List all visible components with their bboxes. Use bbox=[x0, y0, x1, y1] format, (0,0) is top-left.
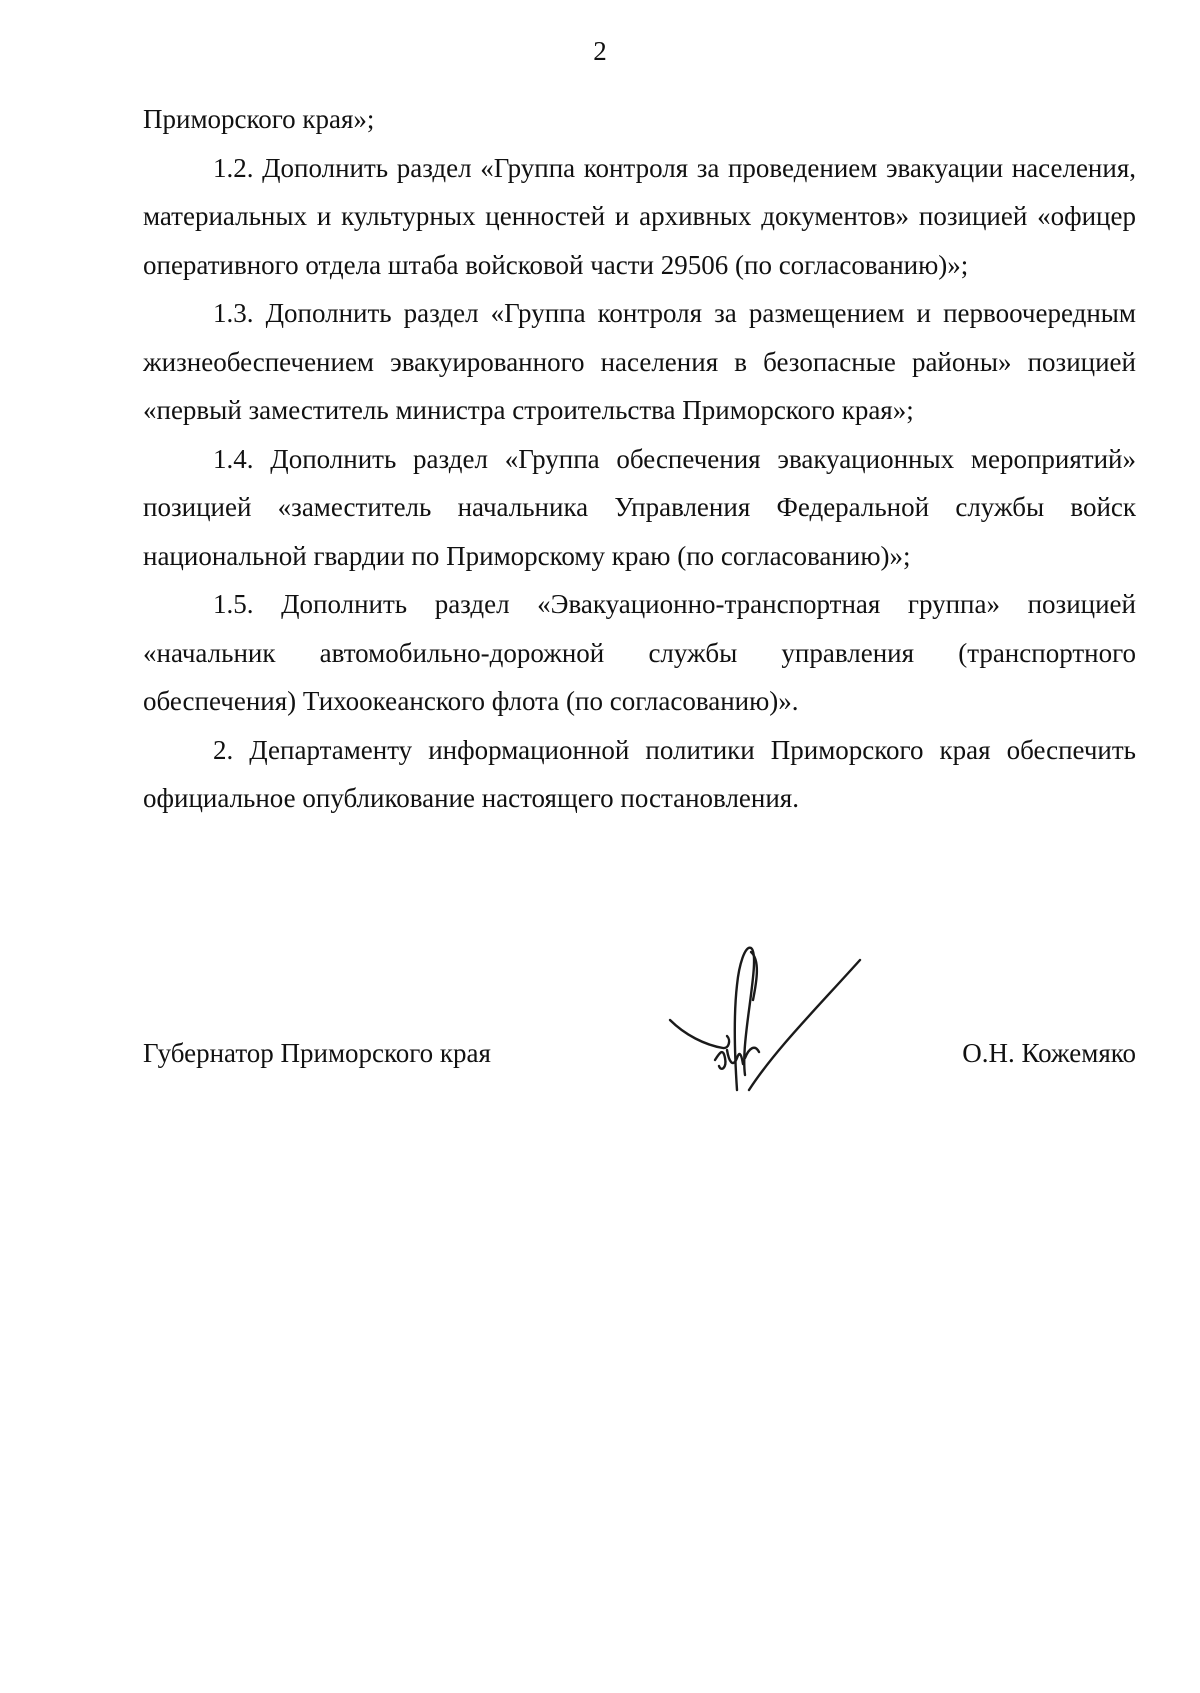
page-number: 2 bbox=[593, 36, 607, 66]
signer-title: Губернатор Приморского края bbox=[143, 1038, 491, 1068]
signer-name: О.Н. Кожемяко bbox=[962, 1038, 1136, 1068]
paragraph-continuation: Приморского края»; bbox=[143, 104, 375, 134]
paragraph-1-2: 1.2. Дополнить раздел «Группа контроля за проведением эвакуации населения, материальных и культурных ценностей и архивных документов» позицией «офицер оперативного отдела штаба войсковой части 29506 (по согласованию)»; bbox=[143, 152, 1136, 280]
paragraph-1-5: 1.5. Дополнить раздел «Эвакуационно-транспортная группа» позицией «начальник автомобильно-дорожной службы управления (транспортного обеспечения) Тихоокеанского флота (по согласованию)». bbox=[143, 589, 1136, 716]
paragraph-1-4: 1.4. Дополнить раздел «Группа обеспечения эвакуационных мероприятий» позицией «заместитель начальника Управления Федеральной службы войск национальной гвардии по Приморскому краю (по согласованию)»; bbox=[143, 443, 1136, 571]
paragraph-2: 2. Департаменту информационной политики Приморского края обеспечить официальное опубликование настоящего постановления. bbox=[143, 734, 1136, 813]
paragraph-1-3: 1.3. Дополнить раздел «Группа контроля за размещением и первоочередным жизнеобеспечением эвакуированного населения в безопасные районы» позицией «первый заместитель министра строительства Приморского края»; bbox=[143, 298, 1136, 425]
signature-block bbox=[143, 1033, 1136, 1083]
document-body bbox=[143, 95, 1136, 823]
